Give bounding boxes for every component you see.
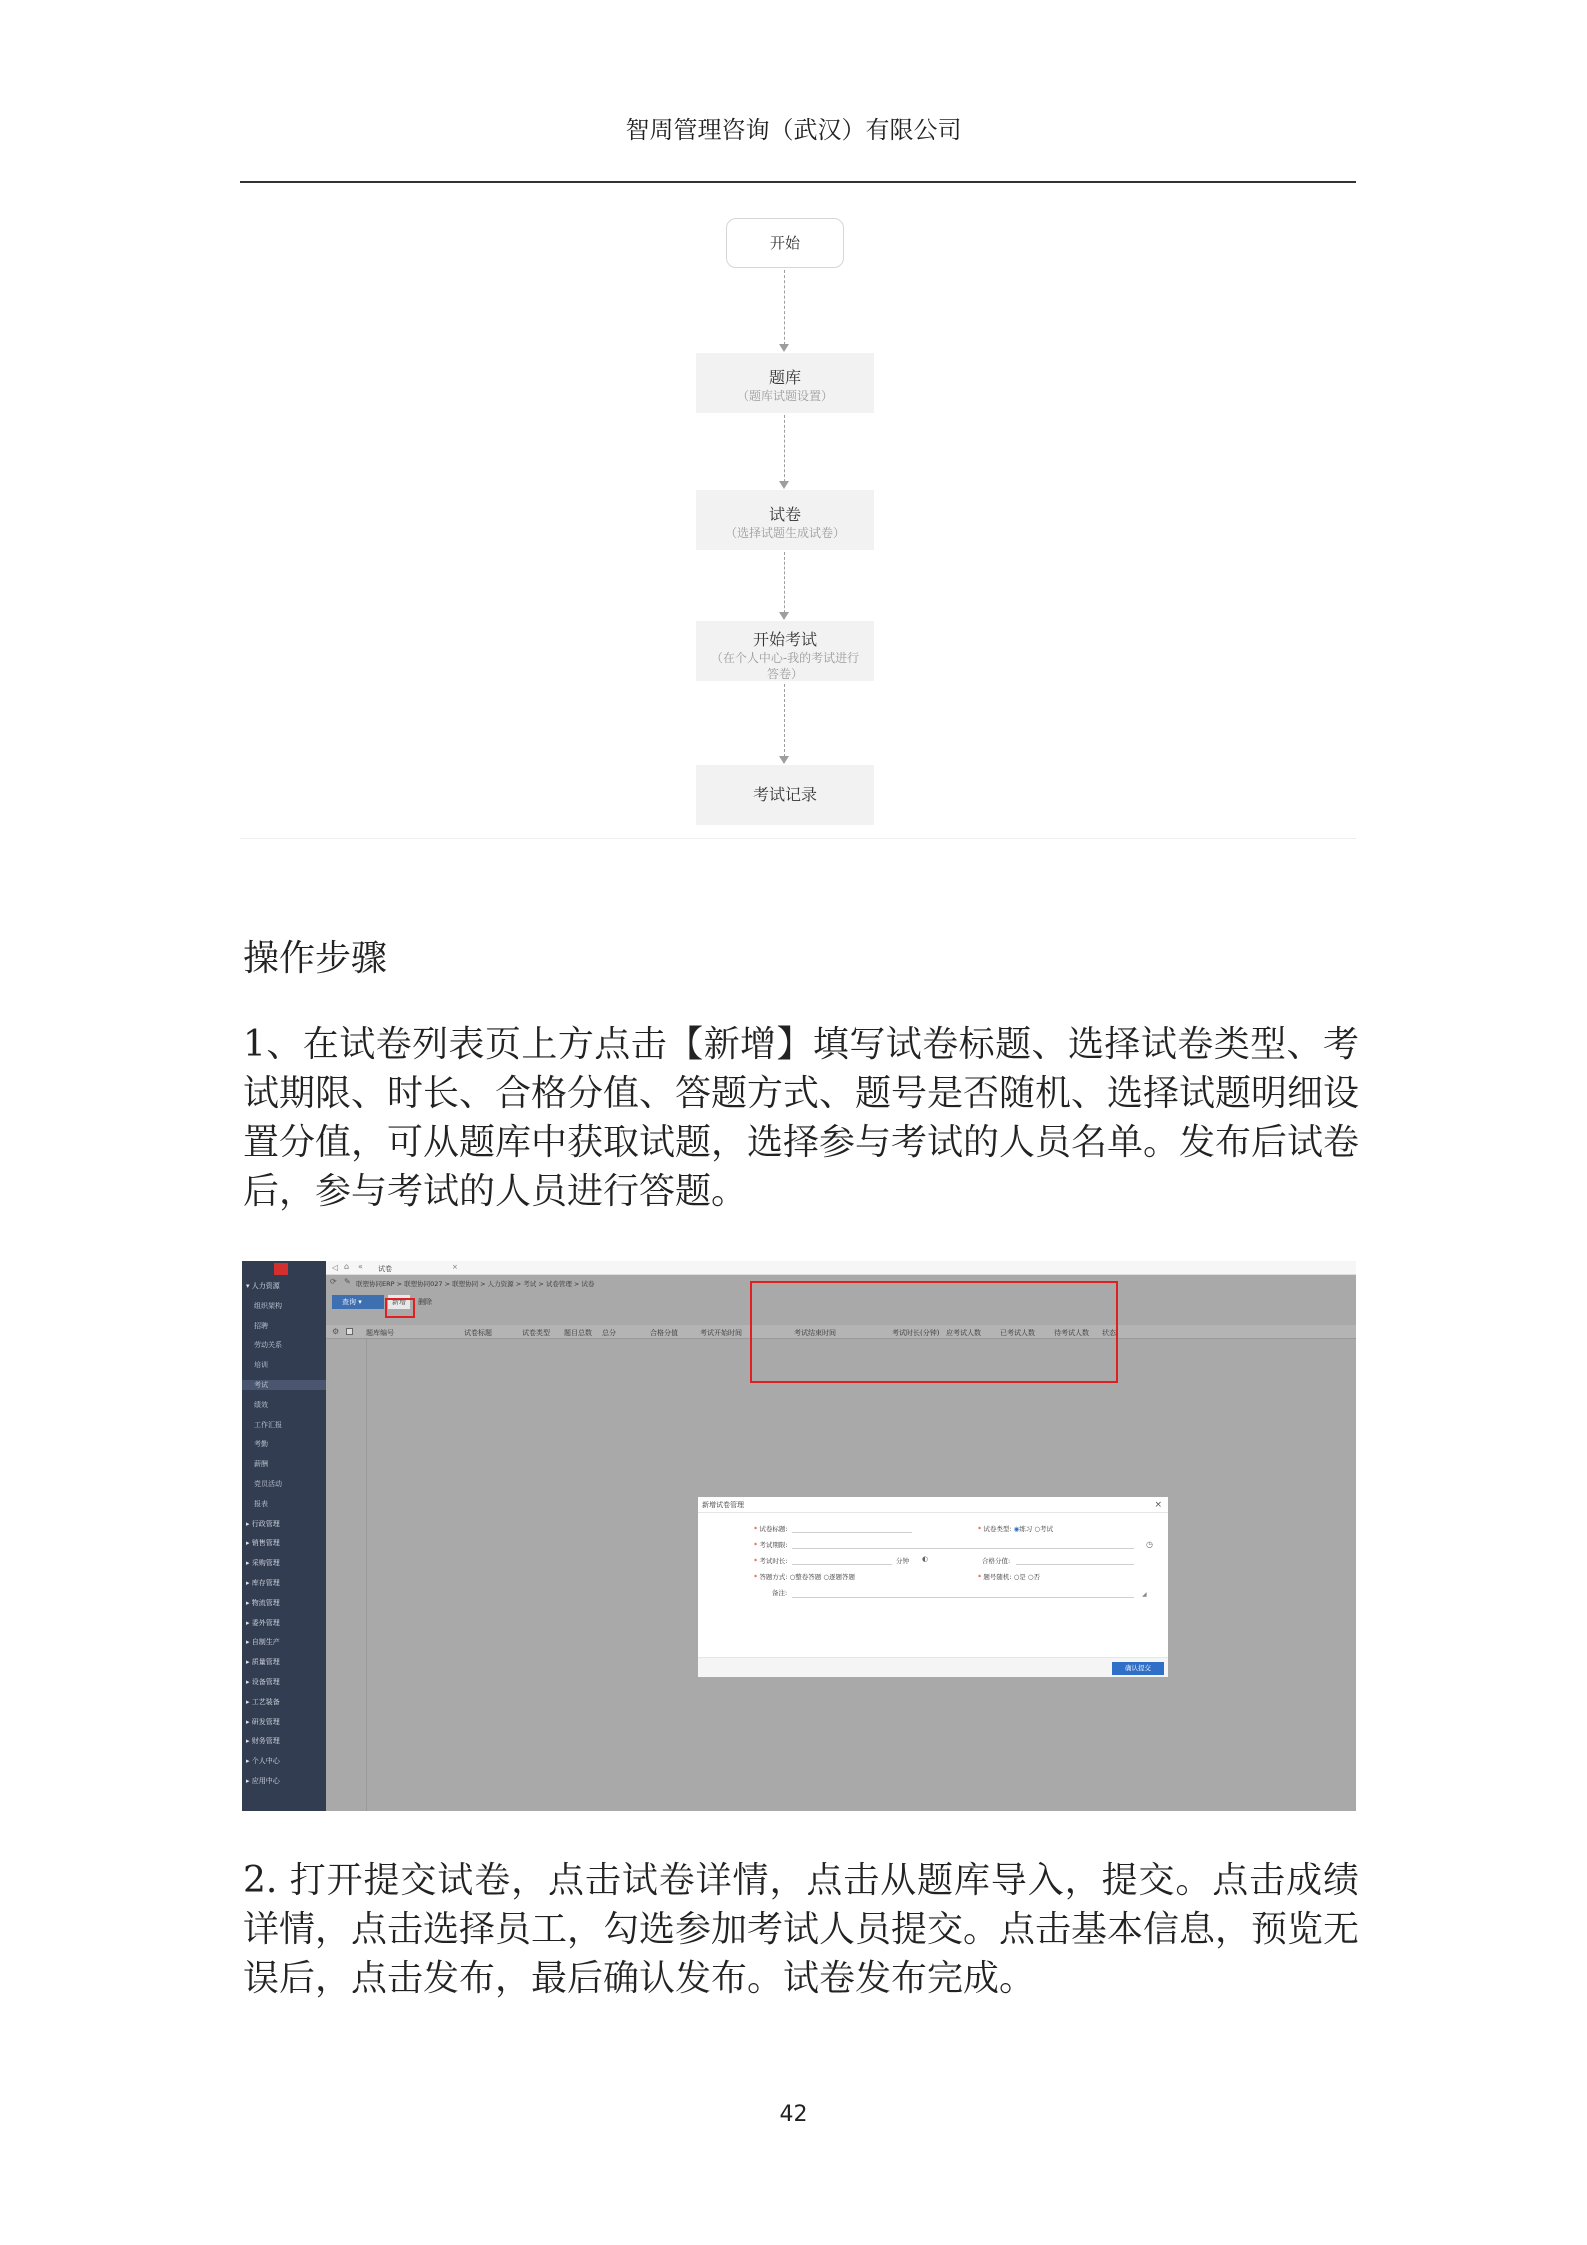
screenshot-sidebar: [242, 1261, 326, 1811]
sidebar-item[interactable]: 劳动关系: [254, 1341, 282, 1350]
sidebar-item[interactable]: ▸ 质量管理: [246, 1658, 280, 1667]
field-mode: * 答题方式: ○整卷答题 ○逐题答题: [754, 1573, 856, 1581]
field-duration: * 考试时长:: [754, 1557, 788, 1565]
sidebar-item[interactable]: ▸ 采购管理: [246, 1559, 280, 1568]
sidebar-item[interactable]: 薪酬: [254, 1460, 268, 1469]
dialog-header: [698, 1497, 1168, 1513]
random-yes: 是: [1019, 1573, 1026, 1581]
sidebar-item[interactable]: 工作汇报: [254, 1420, 282, 1429]
page-number: 42: [779, 2102, 808, 2127]
flow-node-subtitle: （题库试题设置）: [736, 389, 833, 403]
radio-icon[interactable]: ○: [823, 1573, 830, 1581]
flowchart-divider: [240, 838, 1356, 839]
new-exam-dialog: [698, 1497, 1168, 1677]
column-header[interactable]: 状态: [1102, 1329, 1116, 1337]
table-column-divider: [366, 1339, 367, 1811]
radio-icon[interactable]: ○: [1013, 1573, 1020, 1581]
sidebar-item[interactable]: ▾ 人力资源: [246, 1282, 280, 1290]
breadcrumb: 联塑协同ERP > 联塑协同027 > 联塑协同 > 人力资源 > 考试 > 试卷管理 > 试卷: [356, 1280, 595, 1288]
pass-input[interactable]: [1016, 1564, 1134, 1565]
embedded-screenshot: [242, 1261, 1356, 1811]
field-remark: [772, 1588, 787, 1597]
collapse-icon[interactable]: «: [358, 1262, 363, 1271]
section-heading: 操作步骤: [243, 938, 388, 979]
column-header[interactable]: 试卷标题: [464, 1329, 492, 1337]
dialog-footer: [698, 1657, 1168, 1677]
flow-start-node: 开始: [726, 218, 844, 268]
radio-checked-icon[interactable]: ◉: [1013, 1525, 1020, 1533]
field-pass: [982, 1556, 1010, 1565]
tab-close-icon[interactable]: ×: [452, 1263, 458, 1271]
flow-node-question-bank: [696, 353, 874, 413]
screenshot-tab-bar: [326, 1261, 1356, 1275]
column-header[interactable]: 考试结束时间: [794, 1329, 836, 1337]
mode-option-each: 逐题答题: [829, 1573, 856, 1581]
delete-button[interactable]: 删除: [418, 1298, 432, 1306]
home-icon[interactable]: ⌂: [344, 1262, 350, 1271]
refresh-icon[interactable]: ⟳: [330, 1277, 337, 1286]
field-period-label: 考试期限:: [759, 1541, 788, 1549]
flow-node-start-exam: [696, 621, 874, 681]
field-remark-label: 备注:: [772, 1589, 788, 1597]
highlight-new-button: [385, 1298, 415, 1318]
field-duration-label: 考试时长:: [759, 1557, 788, 1565]
select-all-checkbox[interactable]: [346, 1328, 353, 1335]
column-header[interactable]: 应考试人数: [946, 1329, 981, 1337]
query-label: 查询: [342, 1298, 356, 1306]
field-pass-label: 合格分值:: [982, 1557, 1011, 1565]
duration-input[interactable]: [792, 1564, 892, 1565]
field-random-label: 题号随机:: [983, 1573, 1012, 1581]
column-header[interactable]: 合格分值: [650, 1329, 678, 1337]
sidebar-item[interactable]: ▸ 工艺装备: [246, 1697, 280, 1706]
flowchart: [240, 200, 1356, 840]
app-logo: [274, 1263, 288, 1275]
close-icon[interactable]: ×: [1154, 1500, 1162, 1510]
column-header[interactable]: 题库编号: [366, 1329, 394, 1337]
flow-arrow: [784, 415, 786, 487]
sidebar-item[interactable]: 考试: [242, 1380, 326, 1390]
flow-node-title: 开始考试: [752, 630, 817, 649]
sidebar-item[interactable]: ▸ 行政管理: [246, 1519, 280, 1528]
type-option-practice: 练习: [1019, 1525, 1033, 1533]
field-type-label: 试卷类型:: [983, 1525, 1012, 1533]
sidebar-item[interactable]: ▸ 委外管理: [246, 1618, 280, 1627]
header-divider: [240, 181, 1356, 183]
sidebar-item[interactable]: ▸ 销售管理: [246, 1539, 280, 1548]
flow-node-subtitle: （在个人中心-我的考试进行答卷）: [710, 651, 860, 681]
query-button[interactable]: [332, 1295, 384, 1309]
field-period: * 考试期限:: [754, 1541, 788, 1549]
calendar-icon[interactable]: ◷: [1146, 1540, 1153, 1549]
field-title: * 试卷标题:: [754, 1525, 788, 1533]
sidebar-item[interactable]: 党员活动: [254, 1480, 282, 1488]
dialog-title: 新增试卷管理: [702, 1501, 744, 1509]
sidebar-item[interactable]: 考勤: [254, 1440, 268, 1449]
remark-input[interactable]: [792, 1597, 1134, 1598]
sidebar-item[interactable]: ▸ 应用中心: [246, 1777, 280, 1785]
type-option-exam: 考试: [1040, 1525, 1054, 1533]
flow-node-exam-records: [696, 765, 874, 825]
sidebar-item[interactable]: 培训: [254, 1361, 268, 1370]
column-header[interactable]: 考试时长(分钟): [892, 1329, 940, 1337]
flow-node-title: 题库: [768, 368, 801, 387]
title-input[interactable]: [792, 1532, 912, 1533]
pin-icon[interactable]: ✎: [344, 1277, 351, 1286]
field-random: * 题号随机: ○是 ○否: [978, 1573, 1041, 1581]
new-button[interactable]: 新增: [388, 1295, 410, 1309]
sidebar-item[interactable]: ▸ 研发管理: [246, 1717, 280, 1726]
flow-arrow: [784, 684, 786, 762]
flow-arrow: [784, 552, 786, 618]
paragraph-step-1: 1、在试卷列表页上方点击【新增】填写试卷标题、选择试卷类型、考试期限、时长、合格分值、答题方式、题号是否随机、选择试题明细设置分值，可从题库中获取试题，选择参与考试的人员名单。发布后试卷后，参与考试的人员进行答题。: [243, 1024, 1360, 1212]
paragraph-step-2: 2. 打开提交试卷，点击试卷详情，点击从题库导入，提交。点击成绩详情，点击选择员工，勾选参加考试人员提交。点击基本信息，预览无误后，点击发布，最后确认发布。试卷发布完成。: [243, 1860, 1360, 1999]
sidebar-item[interactable]: ▸ 自制生产: [246, 1638, 280, 1647]
flow-arrow: [784, 270, 786, 350]
back-icon[interactable]: ◁: [332, 1263, 339, 1272]
sidebar-item[interactable]: ▸ 物流管理: [246, 1598, 280, 1607]
radio-icon[interactable]: ○: [1034, 1525, 1041, 1533]
column-header[interactable]: 待考试人数: [1054, 1329, 1089, 1337]
sidebar-item[interactable]: 报表: [254, 1499, 268, 1508]
column-header[interactable]: 试卷类型: [522, 1329, 550, 1337]
column-header[interactable]: 题目总数: [564, 1329, 592, 1337]
flow-node-exam-paper: [696, 490, 874, 550]
field-title-label: 试卷标题:: [759, 1525, 788, 1533]
resize-handle-icon[interactable]: ◢: [1142, 1591, 1147, 1598]
column-header[interactable]: 考试开始时间: [700, 1329, 742, 1337]
flow-node-title: 试卷: [768, 505, 801, 524]
field-type: * 试卷类型: ◉练习 ○考试: [978, 1525, 1054, 1533]
duration-unit: 分钟: [896, 1557, 909, 1565]
sidebar-item[interactable]: 招聘: [254, 1321, 268, 1330]
sidebar-item[interactable]: 组织架构: [254, 1301, 282, 1310]
mode-option-whole: 整卷答题: [795, 1573, 822, 1581]
sidebar-item[interactable]: 绩效: [254, 1400, 268, 1409]
document-header: 智周管理咨询（武汉）有限公司: [625, 116, 962, 144]
stepper-icon[interactable]: ◐: [922, 1555, 929, 1563]
sidebar-item[interactable]: ▸ 个人中心: [246, 1757, 280, 1766]
flow-node-subtitle: （选择试题生成试卷）: [724, 526, 845, 540]
radio-icon[interactable]: ○: [1027, 1573, 1034, 1581]
random-no: 否: [1033, 1573, 1041, 1581]
tab-exam-paper[interactable]: 试卷: [378, 1265, 392, 1273]
caret-down-icon: ▾: [358, 1298, 362, 1306]
sidebar-item[interactable]: ▸ 财务管理: [246, 1737, 280, 1746]
sidebar-item[interactable]: ▸ 设备管理: [246, 1678, 280, 1686]
column-header[interactable]: 总分: [602, 1329, 616, 1337]
period-input[interactable]: [792, 1548, 1134, 1549]
flow-node-title: 考试记录: [752, 785, 817, 804]
highlight-form-fields: [750, 1281, 1118, 1383]
sidebar-item[interactable]: ▸ 库存管理: [246, 1579, 280, 1587]
confirm-submit-button[interactable]: 确认提交: [1112, 1662, 1164, 1675]
settings-icon[interactable]: ⚙: [332, 1327, 340, 1336]
radio-icon[interactable]: ○: [789, 1573, 796, 1581]
column-header[interactable]: 已考试人数: [1000, 1329, 1035, 1337]
field-mode-label: 答题方式:: [759, 1573, 788, 1581]
